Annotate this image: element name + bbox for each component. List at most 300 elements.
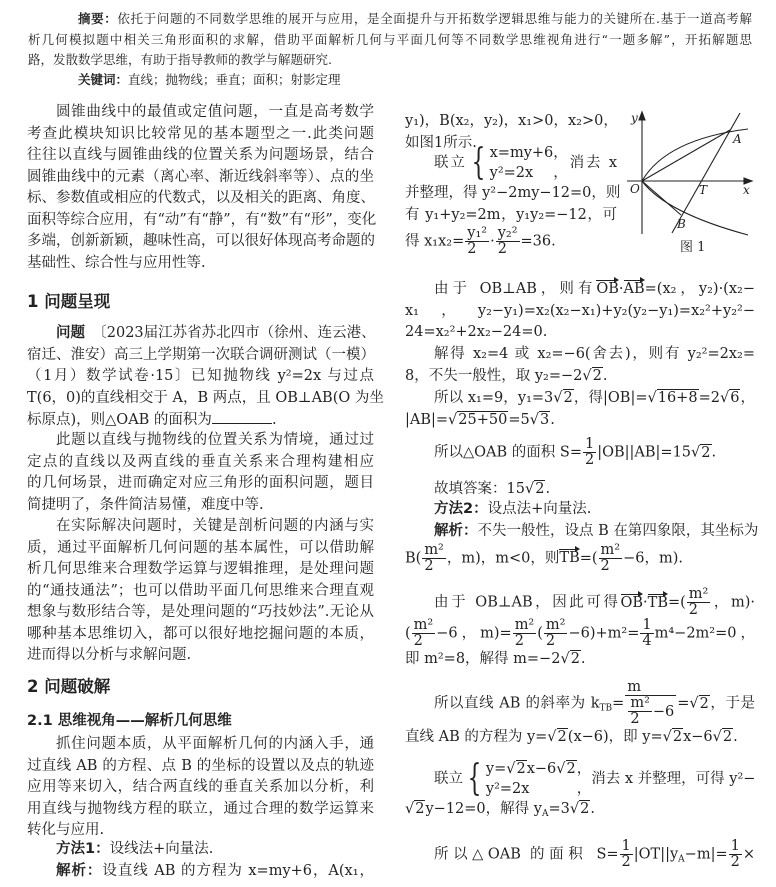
text-run: y₁² — [467, 225, 488, 241]
method2-title — [405, 499, 755, 521]
text-run: 所以 x₁=9，y₁=3 — [434, 390, 554, 406]
radicand: 2 — [699, 695, 709, 712]
text-run: 过直线 AB 的方程、点 B 的坐标的设置以及点的轨迹 — [27, 757, 374, 774]
text-run: |AB|= — [405, 411, 449, 428]
numerator — [544, 618, 568, 634]
text-run: =3 — [548, 801, 570, 817]
text-line — [27, 559, 374, 581]
text-run: . — [550, 411, 555, 428]
text-line — [405, 410, 755, 432]
text-line — [27, 366, 374, 388]
text-run: 抓住问题本质，从平面解析几何的内涵入手，通 — [56, 736, 374, 752]
numerator — [513, 618, 537, 634]
text-run: 2 — [584, 452, 595, 468]
numerator — [422, 543, 446, 559]
text-run: · — [490, 233, 495, 250]
text-line — [405, 839, 755, 871]
brace: { — [467, 758, 482, 799]
text-line — [27, 167, 374, 189]
text-run: ， — [740, 390, 756, 406]
text-run: 即 m²=8，解得 m=−2 — [405, 651, 561, 667]
text-run: 的几何场景，进而确定对应三角形的面积问题，题目 — [27, 475, 374, 491]
text-run: m² — [413, 617, 434, 633]
text-run: y²=2x， — [485, 781, 592, 797]
text-run: y²=2x， — [489, 165, 568, 181]
text-run: 〔2023届江苏省苏北四市（徐州、连云港、 — [85, 325, 376, 341]
label-T: T — [699, 183, 708, 197]
figure-1-caption: 图 1 — [680, 240, 706, 255]
vector: OB — [621, 593, 644, 615]
bold-label: 方法1： — [56, 841, 110, 857]
text-line — [405, 479, 755, 501]
radicand: 2 — [580, 801, 590, 817]
fraction — [465, 226, 489, 257]
abstract — [28, 9, 752, 71]
text-line — [405, 543, 755, 574]
text-run: 2 — [497, 241, 507, 257]
line-AB — [672, 113, 740, 233]
text-run: 析几何思维来合理数学运算与逻辑推理，是处理问题 — [27, 561, 374, 577]
text-run: 圆锥曲线中的最值或定值问题，一直是高考数学 — [56, 104, 374, 120]
subscript: A — [678, 854, 685, 865]
subsection-intro — [27, 734, 374, 842]
text-line — [27, 734, 374, 756]
text-line — [27, 538, 374, 560]
method1-dot-product — [405, 279, 755, 344]
text-run: −6，m). — [623, 550, 683, 566]
text-run: 简捷明了，条件简洁易懂，难度中等. — [27, 496, 264, 513]
square-root: √2 — [569, 801, 590, 817]
text-line — [27, 602, 374, 624]
text-run: 所以△OAB 的面积 S= — [434, 846, 619, 863]
text-run: 直线 AB 的方程为 y= — [405, 729, 548, 745]
fraction — [422, 543, 446, 574]
text-run: = — [677, 695, 690, 712]
numerator — [729, 839, 742, 855]
system-row — [490, 143, 568, 163]
text-run: 设线法+向量法. — [109, 841, 214, 857]
fraction — [599, 543, 623, 574]
method2-area — [405, 839, 755, 871]
numerator — [599, 543, 623, 559]
text-run: 宿迁、淮安）高三上学期第一次联合调研测试（一模） — [27, 346, 375, 363]
denominator — [640, 634, 653, 649]
radicand: 2 — [570, 651, 580, 667]
text-line — [27, 188, 374, 210]
numerator — [583, 437, 596, 453]
text-run: 往往以直线与圆锥曲线的位置关系为问题场景，结合 — [27, 147, 374, 163]
text-run: ， — [576, 761, 592, 777]
text-run: =36. — [520, 233, 556, 250]
text-run: 直线；抛物线；垂直；面积；射影定理 — [128, 72, 341, 87]
text-line — [405, 680, 755, 727]
problem-statement — [27, 323, 384, 432]
text-run: =(x₂，y₂)·(x₂− — [644, 281, 755, 297]
text-line — [27, 430, 374, 452]
denominator — [422, 559, 446, 574]
square-root: √2 — [524, 481, 545, 497]
text-line — [27, 839, 374, 861]
text-run: =2 — [698, 390, 720, 406]
text-run: 设直线 AB 的方程为 x=my+6，A(x₁， — [102, 863, 375, 879]
text-run: m² — [514, 617, 535, 633]
square-root: √25+50 — [448, 411, 508, 428]
system-row — [490, 163, 568, 183]
text-run: 析几何模拟题中相关三角形面积的求解，借助平面解析几何与平面几何等不同数学思维视角进行“一题多解”，开拓解题思 — [28, 31, 752, 47]
vector: TB — [559, 548, 579, 570]
text-run: 4 — [642, 633, 652, 649]
text-run: 多端，创新新颖，趣味性高，可以很好体现高考命题的 — [27, 233, 375, 249]
text-run: 2 — [621, 854, 631, 870]
denominator — [544, 634, 568, 649]
text-run: m² — [600, 541, 621, 558]
text-run: 定点的直线以及两直线的垂直关系来合理构建相应 — [27, 453, 374, 470]
section-heading-1: 1 问题呈现 — [27, 292, 111, 311]
square-root: √2 — [405, 801, 425, 817]
fraction — [628, 696, 652, 727]
square-root: √2 — [712, 729, 733, 745]
text-run: 2 — [630, 711, 640, 727]
text-run: 联立 — [434, 771, 463, 787]
method1-answer — [405, 479, 755, 501]
text-run: . — [580, 651, 586, 667]
fraction — [496, 226, 520, 257]
numerator — [628, 696, 652, 712]
text-run: 进而得以分析与求解问题. — [27, 647, 192, 663]
text-run: =( — [579, 550, 598, 566]
denominator — [620, 855, 633, 870]
text-run: =5 — [508, 411, 530, 428]
analysis-paragraph-2 — [27, 516, 374, 667]
y-axis-arrow-icon — [639, 112, 645, 120]
text-run: m² — [545, 617, 566, 633]
square-root: √16+8 — [647, 390, 698, 406]
text-run: 1 — [642, 617, 652, 633]
bold-label: 解析： — [56, 863, 103, 879]
text-line — [405, 499, 755, 521]
text-run: 故填答案：15 — [434, 481, 525, 497]
text-line — [405, 799, 755, 826]
text-run: 2 — [600, 557, 610, 574]
text-run: −6，m)= — [436, 625, 512, 642]
numerator — [640, 618, 653, 634]
text-line — [27, 102, 374, 124]
text-run: 得 x₁x₂= — [405, 233, 465, 250]
system-row — [486, 779, 591, 799]
system-row — [486, 759, 591, 779]
text-run: 2 — [413, 633, 423, 649]
square-root: √3 — [529, 411, 550, 428]
text-run: 转化与应用. — [27, 822, 105, 838]
text-run: 质，通过平面解析几何问题的基本属性，可以借助解 — [27, 539, 374, 556]
denominator — [583, 453, 596, 468]
text-run: 24=x₂²+2x₂−24=0. — [405, 324, 548, 340]
text-run: . — [545, 481, 551, 497]
radicand: 3 — [539, 411, 550, 428]
text-run: 考查此模块知识比较常见的基本题型之一.此类问题 — [27, 125, 374, 142]
text-run: 不失一般性，设点 B 在第四象限，其坐标为 — [477, 523, 759, 539]
radicand: 2 — [592, 367, 602, 384]
subscript: TB — [599, 703, 613, 714]
text-run: y= — [485, 761, 507, 777]
text-run: 1 — [621, 838, 631, 854]
text-run: . — [271, 412, 277, 428]
text-run: x−6 — [683, 729, 713, 745]
fraction — [412, 618, 436, 649]
text-run: m² — [688, 586, 709, 602]
text-line — [27, 645, 374, 667]
text-line — [27, 388, 384, 410]
text-line — [405, 587, 755, 618]
label-x: x — [743, 183, 750, 197]
text-run: （1月）数学试卷·15〕已知抛物线 y²=2x 与过点 — [27, 368, 374, 384]
label-A: A — [733, 132, 742, 146]
bold-label: 关键词： — [78, 72, 129, 87]
text-run: 此题以直线与抛物线的位置关系为情境，通过过 — [56, 432, 374, 448]
fraction — [640, 618, 653, 649]
denominator — [628, 712, 652, 727]
text-line — [405, 759, 755, 799]
fraction — [687, 587, 711, 618]
text-run: x₁，y₂−y₁)=x₂(x₂−x₁)+y₂(y₂−y₁)=x₂²+y₂²− — [405, 302, 755, 319]
fraction — [513, 618, 537, 649]
radicand: 2 — [563, 390, 573, 406]
segment-OA — [642, 130, 730, 181]
text-run: = — [612, 695, 625, 712]
text-run: −m|= — [684, 846, 728, 863]
numerator — [687, 587, 711, 603]
text-run: 所以直线 AB 的斜率为 k — [434, 695, 600, 712]
text-line — [405, 437, 755, 468]
text-run: m — [627, 679, 642, 695]
denominator — [412, 634, 436, 649]
text-run: 消去 x 并整理，可得 y²− — [591, 771, 756, 787]
text-line — [27, 581, 374, 603]
numerator — [412, 618, 436, 634]
text-run: 消去 x — [567, 155, 617, 171]
text-line — [405, 226, 617, 257]
text-run: ( — [537, 625, 543, 642]
segment-OB — [642, 181, 681, 215]
radicand: 2 — [722, 729, 733, 745]
text-run: =( — [667, 594, 686, 611]
text-run: 2 — [730, 854, 740, 870]
numerator — [625, 680, 676, 696]
radicand: 2 — [701, 444, 711, 461]
radicand: 25+50 — [458, 411, 508, 428]
numerator — [465, 226, 489, 242]
text-line — [405, 143, 617, 183]
text-line — [405, 727, 755, 749]
text-run: 1 — [584, 436, 595, 452]
vector: AB — [624, 279, 645, 301]
text-line — [28, 9, 752, 30]
text-line — [27, 345, 374, 367]
answer-blank — [212, 409, 272, 424]
subsection-heading-2-1: 2.1 思维视角——解析几何思维 — [27, 713, 232, 729]
text-run: . — [602, 367, 608, 384]
method1-area — [405, 437, 755, 468]
intro-paragraph — [27, 102, 377, 274]
radicand: 2 — [415, 801, 425, 817]
vector: OB — [596, 279, 619, 301]
text-line — [28, 50, 752, 71]
text-run: 如图1所示. — [405, 134, 477, 151]
equation-system — [467, 143, 568, 183]
square-root: √2 — [553, 390, 573, 406]
text-line — [28, 30, 752, 51]
text-run: 2 — [424, 557, 434, 574]
text-run: 由于 OB⊥AB，则有 — [434, 281, 597, 297]
text-run: 面积等综合应用，有“动”有“静”，有“数”有“形”，变化 — [27, 211, 377, 228]
radicand: 16+8 — [657, 390, 698, 406]
text-line — [27, 516, 374, 538]
method2-setup — [405, 521, 759, 574]
text-run: ( — [405, 625, 411, 642]
section-heading-2: 2 问题破解 — [27, 677, 111, 696]
radicand: 2 — [516, 761, 526, 777]
radicand: 2 — [557, 729, 567, 745]
text-run: . — [590, 801, 595, 817]
square-root: √6 — [719, 390, 740, 406]
text-run: · — [618, 281, 624, 297]
text-run: 用直线与抛物线方程的联立，通过合理的数学运算来 — [27, 800, 374, 817]
text-line — [28, 70, 752, 91]
text-run: m⁴−2m²=0， — [654, 625, 756, 642]
text-run: −6 — [652, 703, 675, 720]
method2-slope — [405, 680, 755, 749]
bold-label: 问题 — [56, 325, 85, 341]
text-line — [27, 799, 374, 821]
text-run: 所以△OAB 的面积 S= — [434, 444, 582, 461]
radicand: 2 — [672, 729, 683, 745]
text-line — [405, 183, 621, 205]
text-line — [27, 409, 374, 432]
text-line — [27, 756, 374, 778]
text-run: x−6 — [526, 761, 557, 777]
text-run: 有 y₁+y₂=2m，y₁y₂=−12，可 — [405, 206, 617, 223]
text-run: 联立 — [434, 155, 467, 171]
figure-1-diagram — [620, 105, 760, 240]
text-run: 2 — [514, 633, 524, 649]
text-run: 标、参数值或相应的代数式，以及相关的距离、角度、 — [27, 190, 375, 206]
brace: { — [471, 142, 486, 183]
denominator — [729, 855, 742, 870]
fraction — [729, 839, 742, 870]
denominator — [513, 634, 537, 649]
text-run: −6)+m²= — [568, 625, 640, 642]
square-root: √2 — [691, 444, 711, 461]
text-run: y₂² — [497, 225, 518, 241]
vector: TB — [648, 593, 668, 615]
text-line — [27, 145, 374, 167]
text-run: 应用等来切入，结合两直线的垂直关系加以分析，利 — [27, 779, 374, 795]
text-run: ，m)，m<0，则 — [446, 550, 560, 566]
text-line — [27, 231, 374, 253]
text-line — [405, 301, 755, 323]
text-run: 基础性、综合性与应用性等. — [27, 254, 206, 271]
equation-system — [463, 759, 591, 799]
method1-solution-start — [27, 861, 374, 883]
text-line — [405, 649, 755, 671]
text-line — [405, 279, 755, 301]
text-run: 的“通技通法”；也可以借助平面几何思维来合理直观 — [27, 582, 374, 599]
text-run: ，于是 — [709, 695, 755, 712]
text-run: 由于 OB⊥AB，因此可得 — [434, 594, 621, 611]
text-run: ，得|OB|= — [573, 390, 648, 406]
denominator — [465, 242, 489, 257]
text-line — [27, 210, 377, 232]
text-run: y₁)，B(x₂，y₂)，x₁>0，x₂>0， — [405, 113, 618, 129]
numerator — [620, 839, 633, 855]
square-root: √2 — [582, 367, 602, 384]
denominator — [496, 242, 520, 257]
fraction — [620, 839, 633, 870]
text-run: B( — [405, 550, 422, 566]
method2-dot-product — [405, 587, 755, 671]
analysis-paragraph-1 — [27, 430, 374, 516]
method1-title — [27, 839, 374, 861]
text-run: × — [742, 846, 755, 863]
text-run: 并整理，得 y²−2my−12=0，则 — [405, 185, 621, 201]
radicand: 2 — [535, 481, 545, 497]
text-run: . — [733, 729, 738, 745]
text-run: m² — [424, 541, 444, 558]
numerator — [496, 226, 520, 242]
text-run: 2 — [467, 241, 477, 257]
text-run: 哪种基本思维切入，都可以很好地挖掘问题的本质， — [27, 625, 374, 642]
subscript: A — [541, 809, 549, 819]
text-run: 路，发散数学思维，有助于指导教师的教学与解题研究. — [28, 52, 332, 67]
text-run: |OT||y — [633, 846, 679, 863]
text-run: ，m)· — [711, 594, 756, 611]
denominator — [687, 603, 711, 618]
fraction — [544, 618, 568, 649]
text-line — [405, 388, 755, 410]
text-line — [27, 452, 374, 474]
text-line — [27, 124, 374, 146]
text-run: x=my+6， — [489, 145, 568, 161]
text-line — [27, 495, 374, 517]
text-line — [405, 205, 617, 227]
square-root: √2 — [662, 729, 683, 745]
text-run: 8，不失一般性，取 y₂=−2 — [405, 367, 583, 384]
text-line — [405, 521, 759, 543]
text-run: 想象与数形结合等，是处理问题的“巧技妙法”.无论从 — [27, 604, 374, 620]
square-root: √2 — [506, 761, 526, 777]
text-line — [27, 624, 374, 646]
text-run: |OB||AB|=15 — [597, 444, 692, 461]
math-group — [486, 760, 591, 777]
denominator — [625, 696, 676, 727]
square-root: √2 — [556, 761, 576, 777]
text-line — [405, 618, 755, 649]
text-run: 解得 x₂=4 或 x₂=−6(舍去)，则有 y₂²=2x₂= — [434, 346, 755, 362]
text-line — [405, 344, 755, 366]
text-line — [27, 473, 374, 495]
system-rows — [486, 759, 591, 799]
text-run: m² — [630, 695, 650, 711]
text-run: (x−6)，即 y= — [567, 729, 663, 745]
text-line — [405, 366, 755, 388]
denominator — [599, 559, 623, 574]
square-root: √2 — [560, 651, 580, 667]
text-run: 2 — [545, 633, 556, 649]
text-run: 依托于问题的不同数学思维的展开与应用，是全面提升与开拓数学逻辑思维与能力的关键所在.基于一道高考解 — [117, 11, 752, 26]
bold-label: 摘要： — [78, 11, 118, 26]
bold-label: 方法2： — [434, 501, 488, 517]
radicand: 2 — [566, 761, 576, 777]
